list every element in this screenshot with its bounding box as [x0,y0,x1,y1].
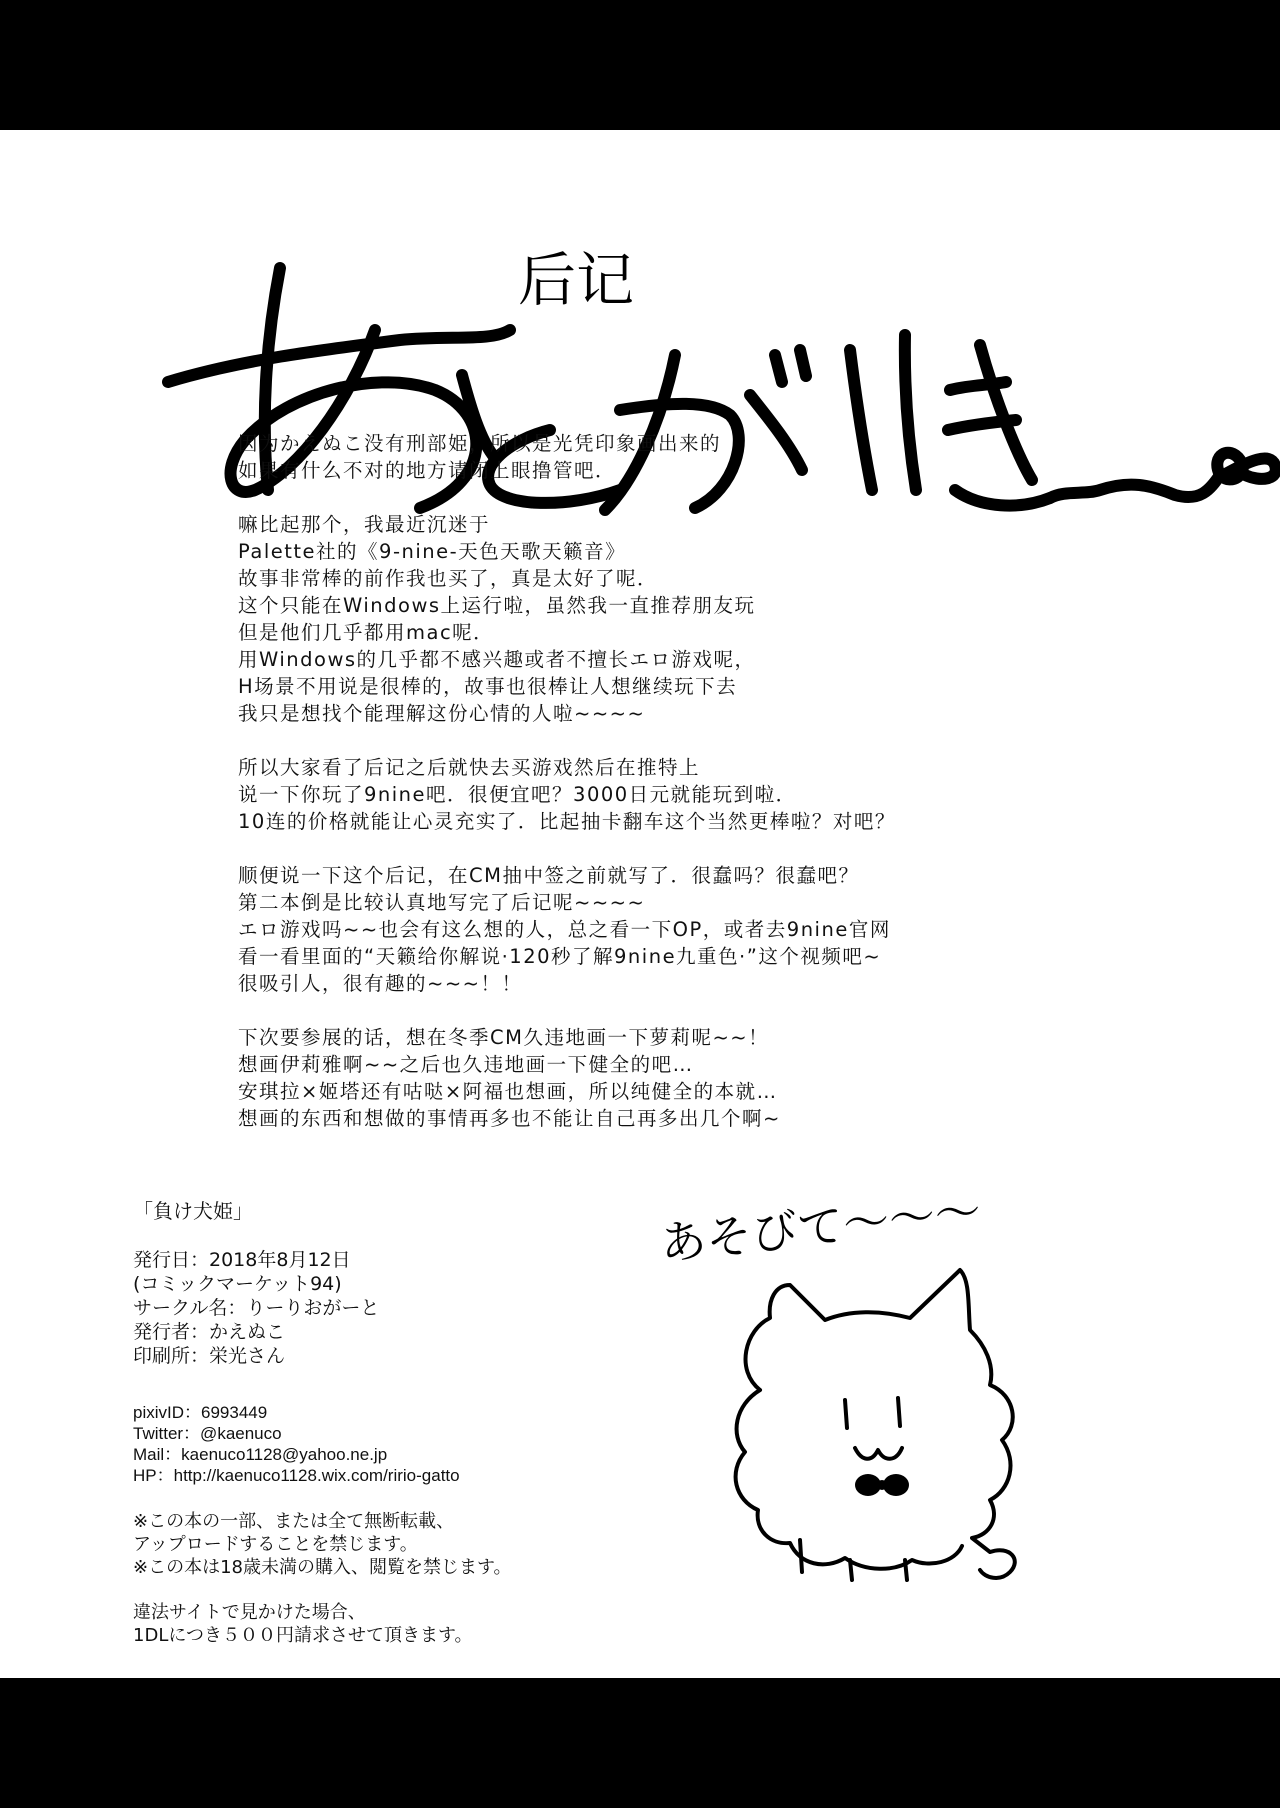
body-line: 所以大家看了后记之后就快去买游戏然后在推特上 [238,756,701,779]
body-line: 想画的东西和想做的事情再多也不能让自己再多出几个啊~ [238,1107,781,1130]
contact-info [133,1402,693,1486]
paragraph-2 [238,511,1098,727]
body-line: 故事非常棒的前作我也买了，真是太好了呢． [238,567,659,590]
paragraph-1 [238,430,1098,484]
body-line: 想画伊莉雅啊~~之后也久违地画一下健全的吧… [238,1053,694,1076]
doodle-caption: あそびて〜〜〜 [657,1183,984,1271]
paragraph-5 [238,1024,1098,1132]
body-line: 10连的价格就能让心灵充实了．比起抽卡翻车这个当然更棒啦？对吧？ [238,810,896,833]
body-line: 但是他们几乎都用mac呢． [238,621,495,644]
meta-line: 印刷所：栄光さん [133,1345,286,1367]
contact-pixiv: pixivID：6993449 [133,1403,268,1422]
copyright-notices [133,1510,693,1579]
publication-info [133,1248,693,1368]
book-title: 「負け犬姫」 [133,1199,253,1223]
body-line: H场景不用说是很棒的，故事也很棒让人想继续玩下去 [238,675,738,698]
piracy-line: 1DLにつき５００円請求させて頂きます。 [133,1625,473,1646]
colophon [133,1195,693,1647]
body-line: 如果有什么不对的地方请闭上眼撸管吧． [238,459,617,482]
afterword-title-art [150,180,1140,450]
notice-line: ※この本は18歳未満の購入、閲覧を禁じます。 [133,1557,512,1578]
body-line: 说一下你玩了9nine吧．很便宜吧？3000日元就能玩到啦． [238,783,797,806]
body-line: 顺便说一下这个后记，在CM抽中签之前就写了．很蠢吗？很蠢吧？ [238,864,860,887]
body-line: 安琪拉×姬塔还有咕哒×阿福也想画，所以纯健全的本就… [238,1080,778,1103]
meta-line: サークル名：りーりおがーと [133,1297,380,1319]
body-line: 用Windows的几乎都不感兴趣或者不擅长エロ游戏呢， [238,648,756,671]
notice-line: ※この本の一部、または全て無断転載、 [133,1511,455,1532]
meta-line: 発行者：かえぬこ [133,1321,286,1343]
body-line: 看一看里面的“天籁给你解说·120秒了解9nine九重色·”这个视频吧~ [238,945,882,968]
afterword-page [0,130,1280,1678]
contact-twitter: Twitter：@kaenuco [133,1424,282,1443]
cat-icon [736,1270,1015,1580]
cat-doodle [650,1183,1130,1670]
bow-tie-icon [855,1474,909,1496]
heading-japanese: あとがき [150,180,154,181]
body-line: 第二本倒是比较认真地写完了后记呢~~~~ [238,891,646,914]
meta-line: (コミックマーケット94) [133,1273,342,1295]
piracy-notice [133,1601,693,1647]
heading-chinese: 后记 [518,246,635,314]
body-line: 下次要参展的话，想在冬季CM久违地画一下萝莉呢~~！ [238,1026,770,1049]
notice-line: アップロードすることを禁じます。 [133,1534,418,1555]
body-line: 我只是想找个能理解这份心情的人啦~~~~ [238,702,646,725]
contact-homepage: HP：http://kaenuco1128.wix.com/ririo-gatto [133,1466,460,1485]
body-line: Palette社的《9-nine-天色天歌天籁音》 [238,540,627,563]
paragraph-4 [238,862,1098,997]
afterword-body [238,430,1098,1159]
body-line: エロ游戏吗~~也会有这么想的人，总之看一下OP，或者去9nine官网 [238,918,891,941]
meta-line: 発行日：2018年8月12日 [133,1249,351,1271]
paragraph-3 [238,754,1098,835]
body-line: 因为かえぬこ没有刑部姫，所以是光凭印象画出来的 [238,432,722,455]
body-line: 很吸引人，很有趣的~~~！！ [238,972,523,995]
body-line: 这个只能在Windows上运行啦，虽然我一直推荐朋友玩 [238,594,756,617]
body-line: 嘛比起那个，我最近沉迷于 [238,513,491,536]
piracy-line: 違法サイトで見かけた場合、 [133,1602,366,1623]
contact-mail: Mail：kaenuco1128@yahoo.ne.jp [133,1445,388,1464]
